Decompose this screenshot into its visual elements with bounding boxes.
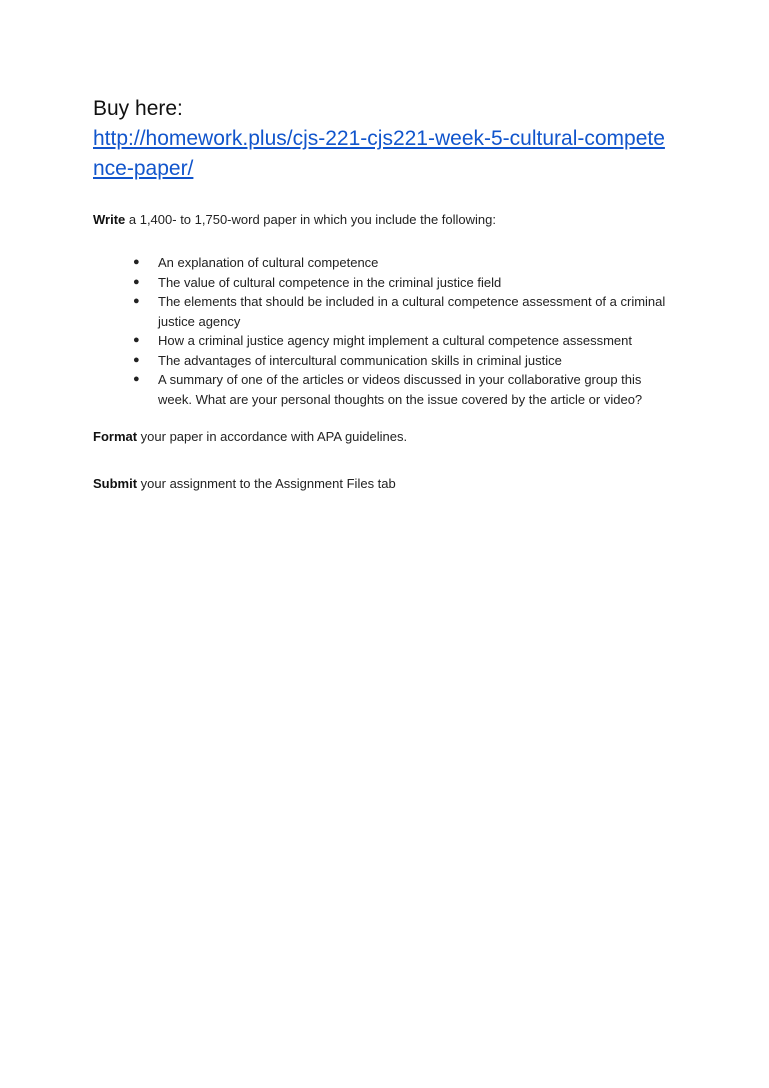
list-item-text: An explanation of cultural competence bbox=[158, 255, 379, 270]
write-instruction-text: a 1,400- to 1,750-word paper in which you include the following: bbox=[125, 212, 496, 227]
bullet-icon: ● bbox=[133, 353, 140, 366]
list-item-text: How a criminal justice agency might implement a cultural competence assessment bbox=[158, 333, 632, 348]
buy-here-heading: Buy here: bbox=[93, 97, 183, 120]
submit-instruction-text: your assignment to the Assignment Files tab bbox=[137, 476, 396, 491]
list-item-text: The value of cultural competence in the criminal justice field bbox=[158, 274, 502, 290]
document-page bbox=[93, 94, 693, 493]
bullet-icon: ● bbox=[133, 334, 140, 346]
list-item bbox=[93, 331, 673, 351]
list-item-text: The elements that should be included in a cultural competence assessment of a criminal justice agency bbox=[158, 294, 666, 329]
list-item-text: A summary of one of the articles or videos discussed in your collaborative group this week. What are your personal thoughts on the issue covered by the article or video? bbox=[158, 372, 643, 407]
write-instruction bbox=[93, 210, 693, 229]
homework-link[interactable]: http://homework.plus/cjs-221-cjs221-week-5-cultural-competence-paper/ bbox=[93, 127, 665, 180]
write-bold-label: Write bbox=[93, 212, 126, 227]
list-item bbox=[93, 370, 673, 409]
format-bold-label: Format bbox=[93, 429, 138, 444]
format-instruction bbox=[93, 427, 693, 446]
list-item bbox=[93, 253, 673, 273]
list-item bbox=[93, 351, 673, 371]
submit-bold-label: Submit bbox=[93, 476, 138, 491]
list-item bbox=[93, 273, 673, 293]
bullet-icon: ● bbox=[133, 275, 140, 288]
list-item-text: The advantages of intercultural communication skills in criminal justice bbox=[158, 352, 562, 368]
bullet-icon: ● bbox=[133, 256, 140, 268]
bullet-icon: ● bbox=[133, 295, 140, 307]
requirements-list bbox=[93, 253, 693, 409]
submit-instruction bbox=[93, 474, 693, 493]
list-item bbox=[93, 292, 673, 331]
format-instruction-text: your paper in accordance with APA guidelines. bbox=[137, 429, 408, 444]
bullet-icon: ● bbox=[133, 373, 140, 385]
